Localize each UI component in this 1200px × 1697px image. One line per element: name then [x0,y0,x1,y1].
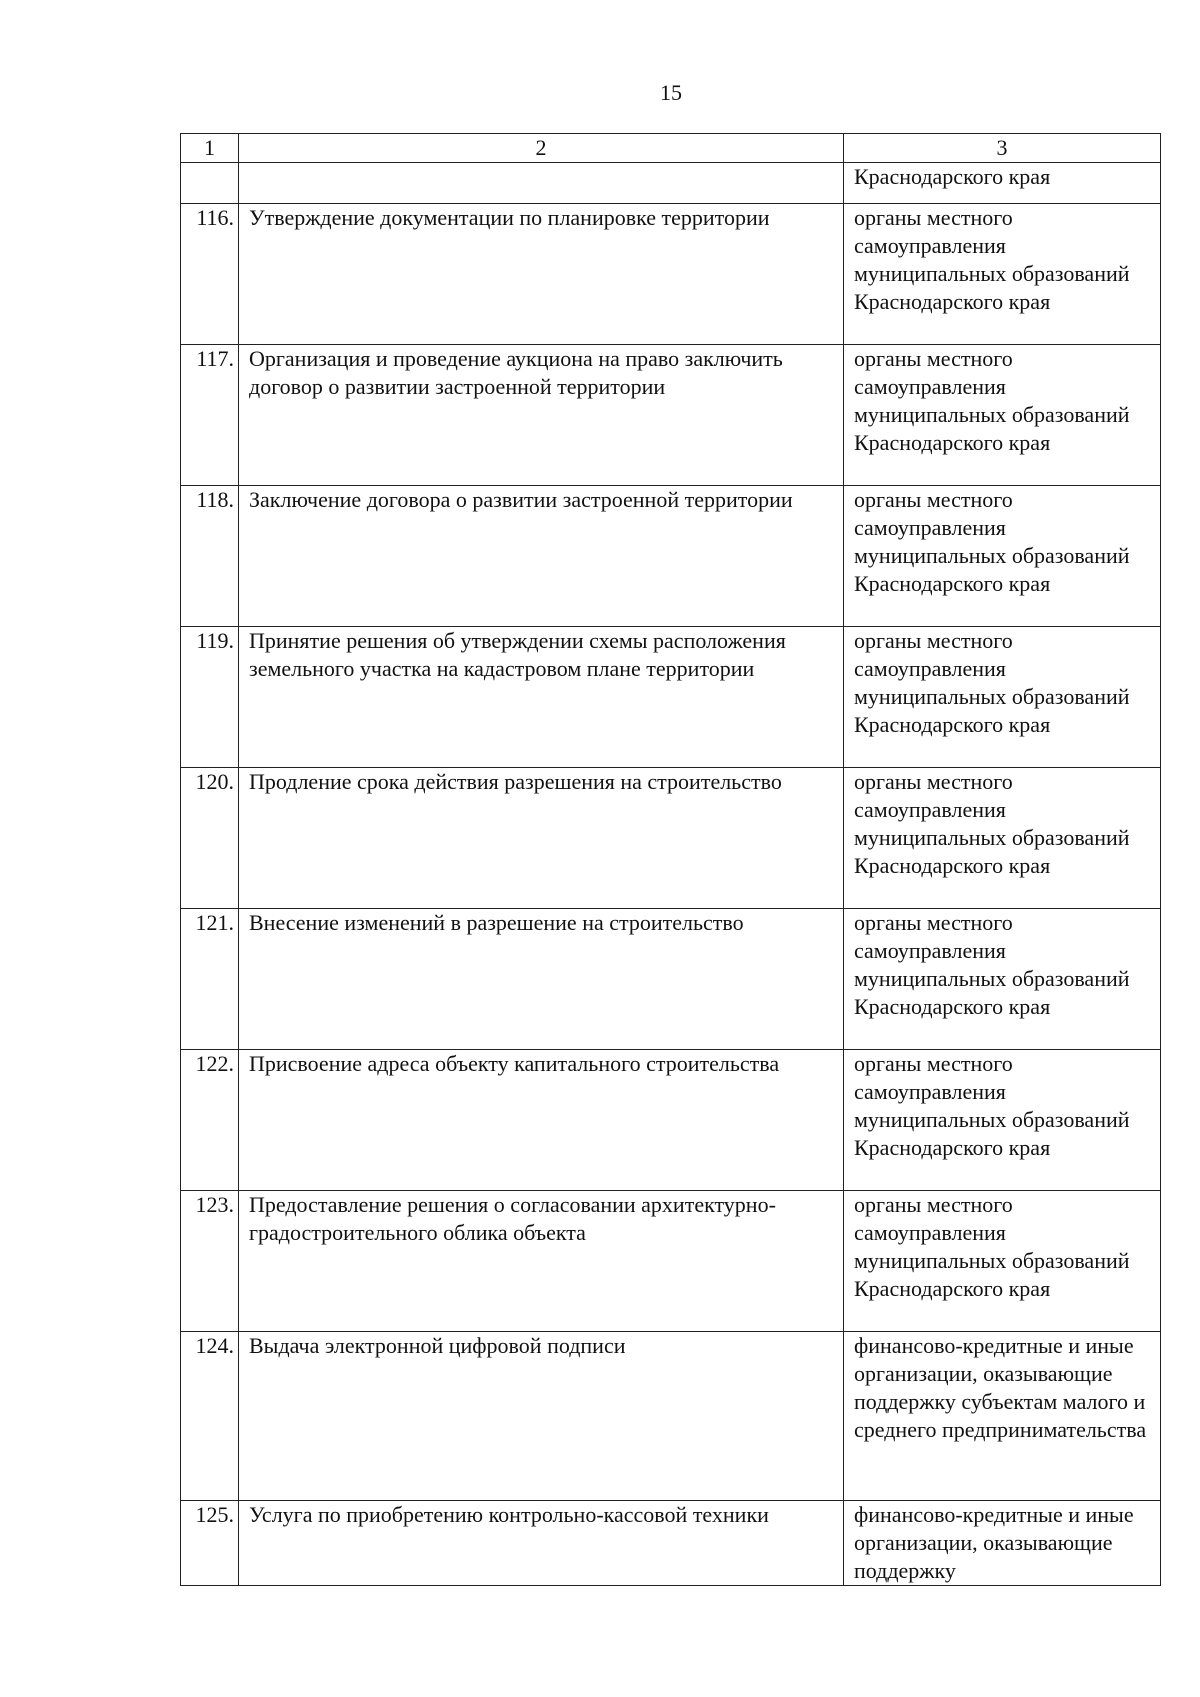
responsible-authority: органы местного самоуправления муниципальных образований Краснодарского края [844,627,1161,768]
row-number: 117. [181,345,239,486]
service-name: Внесение изменений в разрешение на строительство [239,909,844,1050]
service-name: Заключение договора о развитии застроенной территории [239,486,844,627]
row-number: 122. [181,1050,239,1191]
responsible-authority: органы местного самоуправления муниципальных образований Краснодарского края [844,1191,1161,1332]
table-row [181,1191,1161,1332]
responsible-authority: органы местного самоуправления муниципальных образований Краснодарского края [844,486,1161,627]
responsible-authority: органы местного самоуправления муниципальных образований Краснодарского края [844,909,1161,1050]
responsible-authority: органы местного самоуправления муниципальных образований Краснодарского края [844,204,1161,345]
row-number: 118. [181,486,239,627]
table-row [181,627,1161,768]
service-name: Выдача электронной цифровой подписи [239,1332,844,1501]
table-row [181,768,1161,909]
row-number: 125. [181,1501,239,1586]
table-row [181,204,1161,345]
table-row [181,1501,1161,1586]
responsible-authority: Краснодарского края [844,163,1161,204]
table-row-continuation [181,163,1161,204]
row-number: 124. [181,1332,239,1501]
row-number: 121. [181,909,239,1050]
column-header-2: 2 [239,134,844,163]
page-number: 15 [660,80,682,105]
service-name: Принятие решения об утверждении схемы расположения земельного участка на кадастровом плане территории [239,627,844,768]
service-name: Утверждение документации по планировке территории [239,204,844,345]
row-number: 116. [181,204,239,345]
service-name: Предоставление решения о согласовании архитектурно-градостроительного облика объекта [239,1191,844,1332]
row-number: 119. [181,627,239,768]
table-row [181,909,1161,1050]
service-name: Услуга по приобретению контрольно-кассовой техники [239,1501,844,1586]
table-row [181,1050,1161,1191]
column-header-1: 1 [181,134,239,163]
responsible-authority: органы местного самоуправления муниципальных образований Краснодарского края [844,345,1161,486]
services-table [180,133,1161,1586]
row-number: 123. [181,1191,239,1332]
service-name [239,163,844,204]
responsible-authority: финансово-кредитные и иные организации, оказывающие поддержку [844,1501,1161,1586]
service-name: Присвоение адреса объекту капитального строительства [239,1050,844,1191]
service-name: Организация и проведение аукциона на право заключить договор о развитии застроенной территории [239,345,844,486]
table-row [181,345,1161,486]
responsible-authority: органы местного самоуправления муниципальных образований Краснодарского края [844,1050,1161,1191]
header-row [181,134,1161,163]
responsible-authority: финансово-кредитные и иные организации, оказывающие поддержку субъектам малого и среднего предпринимательства [844,1332,1161,1501]
row-number: 120. [181,768,239,909]
service-name: Продление срока действия разрешения на строительство [239,768,844,909]
table-row [181,486,1161,627]
column-header-3: 3 [844,134,1161,163]
responsible-authority: органы местного самоуправления муниципальных образований Краснодарского края [844,768,1161,909]
row-number [181,163,239,204]
table-row [181,1332,1161,1501]
